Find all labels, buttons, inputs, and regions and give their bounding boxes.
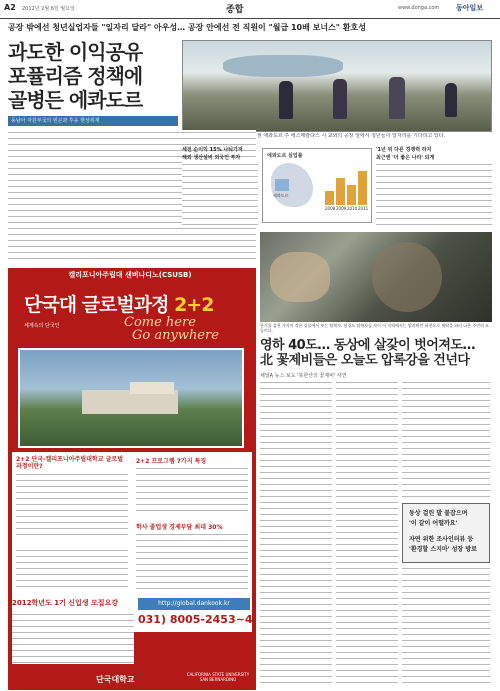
ad-text-3 <box>136 532 248 592</box>
story2-subhead: 채널A 뉴스 보도 '북한산의 꽃제비' 사연 <box>260 373 347 379</box>
ad-title-part-b: 글로벌과정 <box>81 294 175 316</box>
caption-text: 현 에콰도르 주 에스메랄다스 시 교외의 공장 앞에서 청년들이 일자리를 기다리고 있다. <box>257 133 446 139</box>
ad-title-text <box>24 290 213 317</box>
ad-heading-2: 2+2 프로그램 7가지 특징 <box>136 458 207 465</box>
website: www.donga.com <box>398 5 440 11</box>
story2-col-2 <box>336 380 398 686</box>
photo-figure <box>372 242 442 312</box>
subbox-line-3: 자연 위한 조사인터뷰 등 <box>409 536 474 543</box>
col-4-subhead: 최근엔 '더 좋은 나라' 되게 <box>376 155 435 161</box>
story2-headline-1: 영하 40도… 동상에 살갗이 벗어져도… <box>260 338 475 353</box>
headline-line-1: 과도한 이익공유 <box>8 40 143 64</box>
campus-building <box>130 382 174 394</box>
col-2-subhead: 해외 생산설비 외국인 투자 <box>182 155 241 161</box>
map-ecuador <box>275 179 289 191</box>
byline-bar: 동남아 자원부국의 빈곤과 후유 현상취재 <box>8 116 178 126</box>
story2-caption: 한겨울 삼천 가까이 작은 강물에서 씻는 탈북자. 함경도 탈북자들 사이 이 지역에서는 말라버린 하천으로 세탁을 하러 나온 주민의 모습이다. <box>260 323 489 333</box>
ad-text-4 <box>16 548 128 592</box>
main-headline <box>8 40 178 112</box>
bar-2010 <box>347 185 356 205</box>
ad-tagline <box>124 316 219 342</box>
map-country-label: 에콰도르 <box>273 193 289 198</box>
body-text-col-4 <box>376 162 492 228</box>
bar-2009 <box>336 178 345 205</box>
ad-recruit-title: 2012학년도 1기 신입생 모집요강 <box>12 599 119 607</box>
photo-lake <box>223 55 343 77</box>
ad-title-part-a: 단국대 <box>24 294 82 316</box>
story2-headline <box>260 338 492 368</box>
bar-label: 2008 <box>325 206 336 211</box>
ad-heading-3: 학사 졸업생 경제부담 최대 30% <box>136 524 223 531</box>
bar-label: 2011 <box>358 206 369 211</box>
page-number: A2 <box>4 3 16 12</box>
ad-phone: 031) 8005-2453~4 <box>138 613 253 626</box>
ad-top-banner: 캘리포니아주립대 샌버나디노(CSUSB) <box>68 271 192 279</box>
bar-chart <box>325 163 369 211</box>
photo-person <box>279 81 293 119</box>
infographic-title: 에콰도르 실업률 <box>267 153 303 159</box>
ad-come-here: Come here <box>124 315 196 330</box>
issue-date: 2012년 2월 6일 월요일 <box>22 6 75 12</box>
masthead <box>0 0 500 19</box>
subbox-line-2: '이 갈이 어떨까요' <box>409 520 458 527</box>
headline-line-3: 골병든 에콰도르 <box>8 88 143 112</box>
story2-col-4 <box>402 566 490 686</box>
story2-photo <box>260 232 492 322</box>
csusb-logo: CALIFORNIA STATE UNIVERSITY SAN BERNARDINO <box>186 672 250 682</box>
col-4-head: '1년 뒤 다른 경쟁력 하지 <box>376 147 432 153</box>
story2-col-3 <box>402 380 490 500</box>
ad-text-2 <box>136 466 248 516</box>
subbox-line-1: 동상 걸린 발 붙잡으며 <box>409 510 468 517</box>
col-2-head: 세전 순이익 15% 나눠가져 <box>182 147 243 153</box>
bar-label: 2010 <box>347 206 358 211</box>
bar-label: 2009 <box>336 206 347 211</box>
body-text-col-2 <box>182 162 258 228</box>
top-photo <box>182 40 492 132</box>
bar-2008 <box>325 191 334 205</box>
ad-title-part-c: 2+2 <box>174 294 214 316</box>
ad-title <box>8 288 252 318</box>
ad-campus-photo <box>18 348 244 448</box>
dankook-logo: 단국대학교 <box>96 675 135 684</box>
headline-line-2: 포퓰리즘 정책에 <box>8 64 143 88</box>
unemployment-infographic <box>262 148 372 223</box>
section-title: 종합 <box>226 5 244 15</box>
photo-person <box>333 79 347 119</box>
photo-person <box>389 77 405 119</box>
ad-heading-1: 2+2 단국-캘리포니아주립대학교 글로벌과정이란? <box>16 456 123 470</box>
newspaper-logo: 동아일보 <box>456 4 484 12</box>
ad-slogan: 세계속의 단국인 <box>24 323 60 329</box>
story2-subbox <box>402 503 490 563</box>
story2-col-1 <box>260 380 332 686</box>
ad-website[interactable]: http://global.dankook.kr <box>138 598 250 610</box>
bar-2011 <box>358 171 367 205</box>
photo-person <box>445 83 457 117</box>
kicker-headline: 공장 밖에선 청년실업자들 "일자리 달라" 아우성… 공장 안에선 전 직원이 "월급 10배 보너스" 환호성 <box>8 23 366 32</box>
photo-figure <box>270 252 330 302</box>
story2-headline-2: 北 꽃제비들은 오늘도 압록강을 건넌다 <box>260 353 470 368</box>
subbox-line-4: '환경할 스지마' 성장 방료 <box>409 546 477 553</box>
ad-recruit-text <box>12 612 134 664</box>
ad-text-1 <box>16 472 128 540</box>
ad-go-anywhere: Go anywhere <box>132 328 219 343</box>
